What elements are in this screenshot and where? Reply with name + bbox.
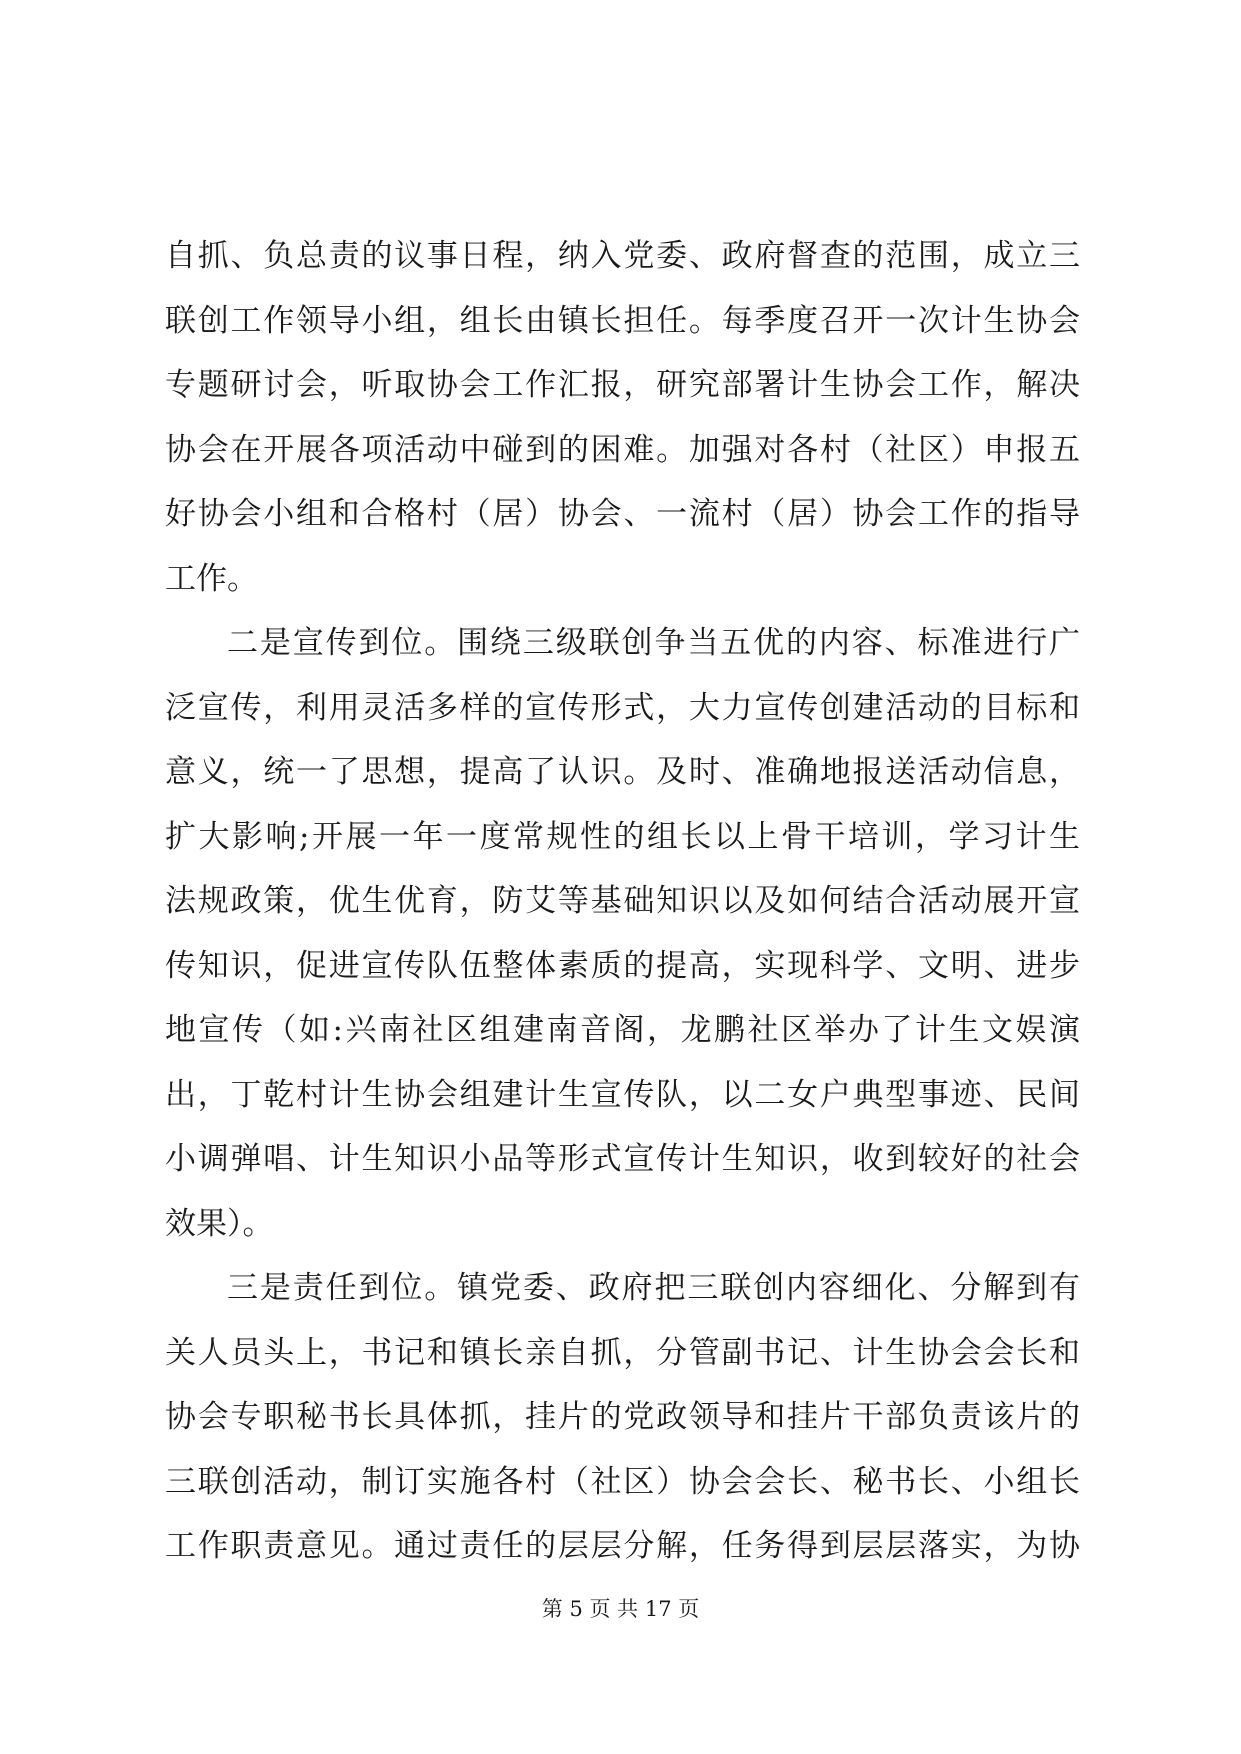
text-line: 意义，统一了思想，提高了认识。及时、准确地报送活动信息， xyxy=(165,754,1080,790)
text-line: 工作。 xyxy=(165,560,258,597)
text-line: 协会在开展各项活动中碰到的困难。加强对各村（社区）申报五 xyxy=(165,431,1080,468)
text-line: 传知识，促进宣传队伍整体素质的提高，实现科学、文明、进步 xyxy=(165,947,1080,984)
text-line: 关人员头上，书记和镇长亲自抓，分管副书记、计生协会会长和 xyxy=(165,1334,1080,1371)
text-line: 泛宣传，利用灵活多样的宣传形式，大力宣传创建活动的目标和 xyxy=(165,689,1080,726)
text-line: 地宣传（如:兴南社区组建南音阁，龙鹏社区举办了计生文娱演 xyxy=(165,1012,1080,1048)
text-line: 法规政策，优生优育，防艾等基础知识以及如何结合活动展开宣 xyxy=(165,883,1080,919)
text-line: 扩大影响;开展一年一度常规性的组长以上骨干培训，学习计生 xyxy=(165,818,1080,855)
text-line: 协会专职秘书长具体抓，挂片的党政领导和挂片干部负责该片的 xyxy=(165,1399,1080,1435)
page-number-footer: 第 5 页 共 17 页 xyxy=(541,1597,700,1621)
text-line: 自抓、负总责的议事日程，纳入党委、政府督查的范围，成立三 xyxy=(165,238,1080,274)
paragraph-start-line: 二是宣传到位。围绕三级联创争当五优的内容、标准进行广 xyxy=(227,625,1080,661)
text-line: 专题研讨会，听取协会工作汇报，研究部署计生协会工作，解决 xyxy=(165,367,1080,403)
paragraph-start-line: 三是责任到位。镇党委、政府把三联创内容细化、分解到有 xyxy=(227,1270,1080,1306)
text-line: 工作职责意见。通过责任的层层分解，任务得到层层落实，为协 xyxy=(165,1528,1080,1564)
text-line: 三联创活动，制订实施各村（社区）协会会长、秘书长、小组长 xyxy=(165,1463,1080,1500)
text-line: 效果）。 xyxy=(165,1205,274,1242)
text-line: 好协会小组和合格村（居）协会、一流村（居）协会工作的指导 xyxy=(165,496,1080,532)
text-line: 出，丁乾村计生协会组建计生宣传队，以二女户典型事迹、民间 xyxy=(165,1076,1080,1113)
text-line: 小调弹唱、计生知识小品等形式宣传计生知识，收到较好的社会 xyxy=(165,1141,1080,1177)
document-body xyxy=(165,224,1080,1579)
text-line: 联创工作领导小组，组长由镇长担任。每季度召开一次计生协会 xyxy=(165,302,1080,339)
